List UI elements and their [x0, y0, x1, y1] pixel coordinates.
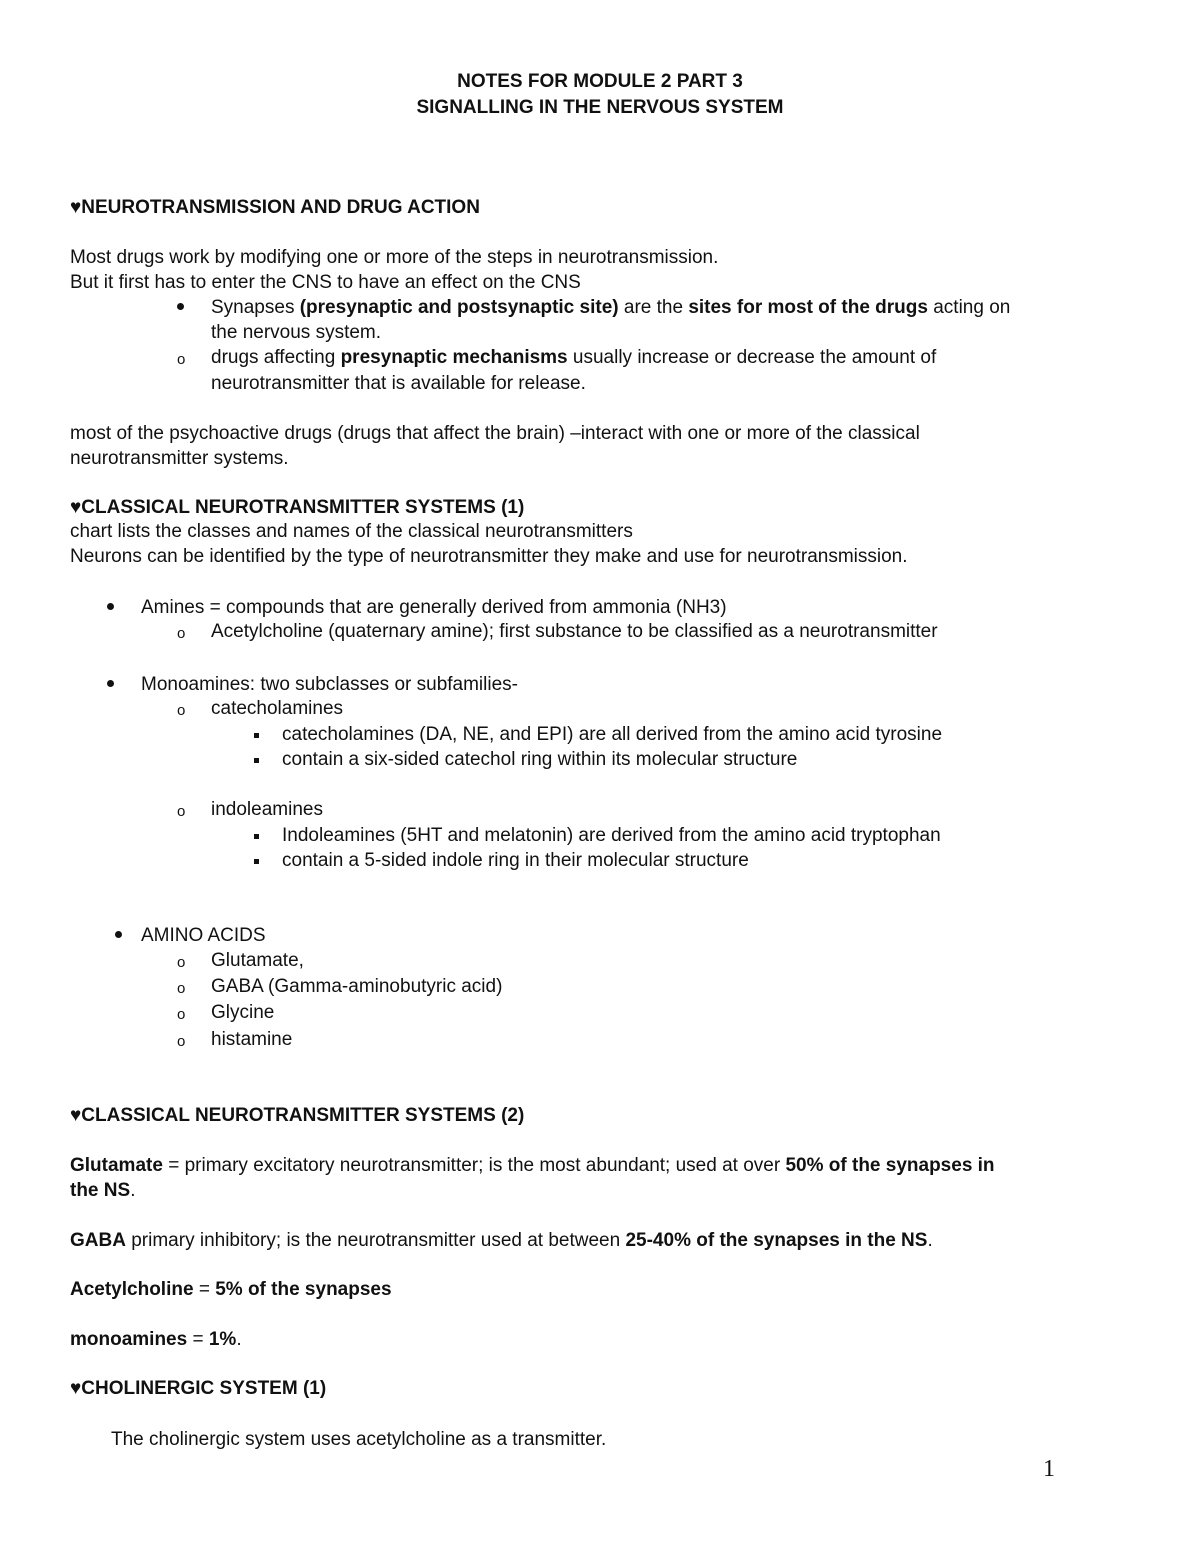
list-item-indoleamines: indoleamines	[211, 799, 323, 820]
list-item-histamine: histamine	[211, 1029, 293, 1050]
paragraph: neurotransmitter systems.	[70, 448, 289, 469]
heart-icon: ♥	[70, 197, 82, 218]
bullet-circle-icon: o	[177, 625, 186, 642]
heart-icon: ♥	[70, 1378, 82, 1399]
list-item-glycine: Glycine	[211, 1002, 275, 1023]
paragraph-acetylcholine: Acetylcholine = 5% of the synapses	[70, 1279, 392, 1300]
bullet-disc-icon	[115, 931, 122, 938]
list-item-amino-acids: AMINO ACIDS	[141, 925, 266, 946]
bullet-circle-icon: o	[177, 351, 186, 368]
list-item-gaba: GABA (Gamma-aminobutyric acid)	[211, 976, 503, 997]
paragraph: chart lists the classes and names of the classical neurotransmitters	[70, 521, 633, 542]
list-item-continuation: the nervous system.	[211, 322, 382, 343]
section-heading-cholinergic: ♥CHOLINERGIC SYSTEM (1)	[70, 1378, 327, 1399]
title-line-1: NOTES FOR MODULE 2 PART 3	[457, 71, 743, 92]
heart-icon: ♥	[70, 1105, 82, 1126]
paragraph-glutamate-continuation: the NS.	[70, 1180, 136, 1201]
list-item-synapses: Synapses (presynaptic and postsynaptic site) are the sites for most of the drugs acting on	[211, 297, 1011, 318]
list-item-glutamate: Glutamate,	[211, 950, 304, 971]
bullet-disc-icon	[107, 603, 114, 610]
list-item-catecholamines: catecholamines	[211, 698, 344, 719]
bullet-square-icon	[254, 733, 259, 738]
paragraph: Most drugs work by modifying one or more of the steps in neurotransmission.	[70, 247, 719, 268]
bullet-circle-icon: o	[177, 1006, 186, 1023]
bullet-disc-icon	[107, 680, 114, 687]
section-heading-classical-1: ♥CLASSICAL NEUROTRANSMITTER SYSTEMS (1)	[70, 497, 525, 518]
heart-icon: ♥	[70, 497, 82, 518]
bullet-disc-icon	[177, 303, 184, 310]
bullet-circle-icon: o	[177, 702, 186, 719]
bullet-square-icon	[254, 859, 259, 864]
bullet-square-icon	[254, 834, 259, 839]
paragraph-cholinergic: The cholinergic system uses acetylcholine as a transmitter.	[111, 1429, 607, 1450]
page-number: 1	[1043, 1456, 1055, 1482]
list-item-monoamines: Monoamines: two subclasses or subfamilies-	[141, 674, 518, 695]
list-item-catecholamines-1: catecholamines (DA, NE, and EPI) are all derived from the amino acid tyrosine	[282, 724, 943, 745]
list-item-amines: Amines = compounds that are generally derived from ammonia (NH3)	[141, 597, 727, 618]
bullet-circle-icon: o	[177, 954, 186, 971]
title-line-2: SIGNALLING IN THE NERVOUS SYSTEM	[416, 97, 784, 118]
paragraph-gaba: GABA primary inhibitory; is the neurotransmitter used at between 25-40% of the synapses in the NS.	[70, 1230, 933, 1251]
list-item-acetylcholine: Acetylcholine (quaternary amine); first substance to be classified as a neurotransmitter	[211, 621, 938, 642]
bullet-circle-icon: o	[177, 803, 186, 820]
section-heading-neurotransmission: ♥NEUROTRANSMISSION AND DRUG ACTION	[70, 197, 480, 218]
paragraph: But it first has to enter the CNS to have an effect on the CNS	[70, 272, 581, 293]
list-item-presynaptic: drugs affecting presynaptic mechanisms usually increase or decrease the amount of	[211, 347, 937, 368]
bullet-circle-icon: o	[177, 1033, 186, 1050]
paragraph-glutamate: Glutamate = primary excitatory neurotransmitter; is the most abundant; used at over 50% of the synapses in	[70, 1155, 995, 1176]
paragraph: most of the psychoactive drugs (drugs that affect the brain) –interact with one or more of the classical	[70, 423, 920, 444]
section-heading-classical-2: ♥CLASSICAL NEUROTRANSMITTER SYSTEMS (2)	[70, 1105, 525, 1126]
list-item-indoleamines-1: Indoleamines (5HT and melatonin) are derived from the amino acid tryptophan	[282, 825, 941, 846]
list-item-indoleamines-2: contain a 5-sided indole ring in their molecular structure	[282, 850, 749, 871]
list-item-continuation: neurotransmitter that is available for release.	[211, 373, 586, 394]
paragraph-monoamines: monoamines = 1%.	[70, 1329, 242, 1350]
bullet-square-icon	[254, 758, 259, 763]
list-item-catecholamines-2: contain a six-sided catechol ring within its molecular structure	[282, 749, 798, 770]
paragraph: Neurons can be identified by the type of neurotransmitter they make and use for neurotransmission.	[70, 546, 908, 567]
bullet-circle-icon: o	[177, 980, 186, 997]
